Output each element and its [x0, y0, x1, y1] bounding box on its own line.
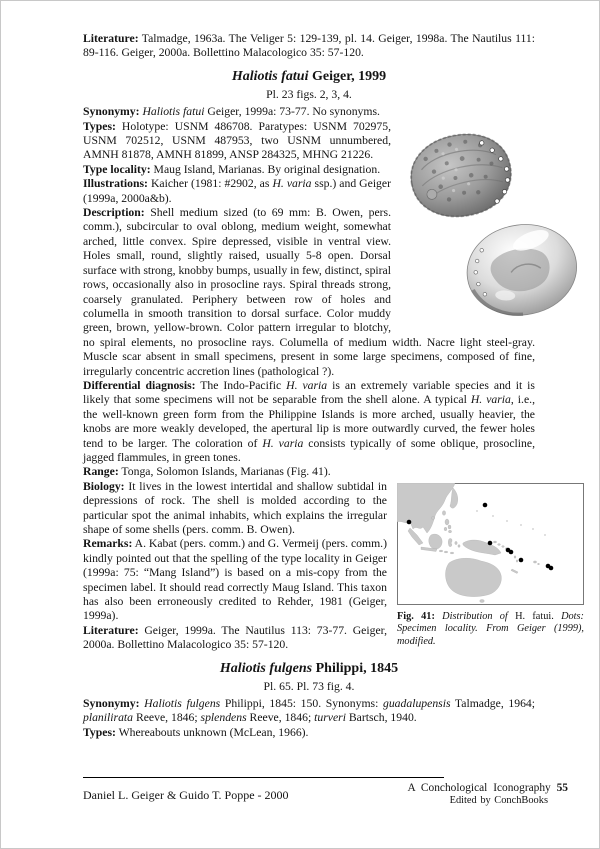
figure-shell-photos	[399, 123, 535, 319]
plate-reference-fatui: Pl. 23 figs. 2, 3, 4.	[266, 87, 352, 101]
paragraph-type-locality-fatui: Type locality: Maug Island, Marianas. By original designation.	[83, 162, 381, 176]
paragraph-illustrations-fatui: Illustrations: Kaicher (1981: #2902, as H. varia ssp.) and Geiger (1999a, 2000a&b).	[83, 177, 391, 205]
species-heading-haliotis-fulgens: Haliotis fulgens Philippi, 1845	[219, 660, 399, 676]
paragraph-differential-diagnosis-fatui: Differential diagnosis: The Indo-Pacific H. varia is an extremely variable species and it is likely that some specimens will not be separable from the shell alone. A typical H. varia, i.e., the well-known green form from the Philippine Islands is more arched, usually heavier, the knobs are more weakly developed, the apertural lip is more outwardly curved, the fewer holes tend to be larger. The coloration of H. varia consists typically of some oblique, prosocline, jagged flammules, in green tones.	[83, 378, 536, 464]
paragraph-types-fatui: Types: Holotype: USNM 486708. Paratypes: USNM 702975, USNM 702512, USNM 487953, two USNM unnumbered, AMNH 81878, AMNH 81899, ANSP 284325, MHNG 21226.	[83, 119, 391, 162]
paragraph-types-fulgens: Types: Whereabouts unknown (McLean, 1966).	[83, 725, 309, 739]
paragraph-remarks-fatui: Remarks: A. Kabat (pers. comm.) and G. Vermeij (pers. comm.) kindly pointed out that the spelling of the type locality in Geiger (1999a: 75: “Mang Island”) is based on a mis-copy from the specimen label. It should read correctly Maug Island. This taxon has also been erroneously credited to Rehder, 1981 (Geiger, 1999a).	[83, 537, 387, 623]
footer-publisher: Edited by ConchBooks	[449, 795, 548, 806]
paragraph-synonymy-fulgens: Synonymy: Haliotis fulgens Philippi, 1845: 150. Synonyms: guadalupensis Talmadge, 1964; planilirata Reeve, 1846; splendens Reeve, 1846; turveri Bartsch, 1940.	[83, 697, 536, 725]
paragraph-literature-fatui: Literature: Geiger, 1999a. The Nautilus 113: 73-77. Geiger, 2000a. Bollettino Malacologico 35: 57-120.	[83, 623, 387, 652]
paragraph-literature-previous-species: Literature: Talmadge, 1963a. The Veliger 5: 129-139, pl. 14. Geiger, 1998a. The Nautilus 111: 89-116. Geiger, 2000a. Bollettino Malacologico 35: 57-120.	[83, 32, 535, 60]
footer-series	[407, 782, 568, 806]
text-column	[83, 32, 584, 740]
plate-reference-fulgens: Pl. 65. Pl. 73 fig. 4.	[263, 679, 355, 693]
paragraph-synonymy-fatui: Synonymy: Haliotis fatui Geiger, 1999a: 73-77. No synonyms.	[83, 105, 380, 119]
paragraph-description-fatui: Description: Shell medium sized (to 69 mm: B. Owen, pers. comm.), subcircular to oval oblong, medium weight, somewhat arched, little convex. Spire depressed, visible in ventral view. Holes small, round, slightly raised, usually 5-8 open. Dorsal surface with strong, knobby bumps, usually in few, distinct, spiral rows, occasionally also in prosocline rays. Spiral threads strong, coarsely granulated. Periphery between row of holes and columella in smooth transition to dorsal surface. Color muddy green, brown, yellow-brown. Color pattern irregular to blotchy, no spiral elements, no prosocline rays. Columella of medium width. Nacre light steel-gray. Muscle scar absent in small specimens, present in some large specimens, composed of fine, irregularly concentric accretion lines (pathological ?).	[83, 206, 535, 378]
shell-photos-image	[399, 123, 586, 319]
shell-dorsal-view	[405, 127, 518, 224]
footer-divider	[83, 777, 444, 778]
footer-authors: Daniel L. Geiger & Guido T. Poppe - 2000	[83, 788, 289, 802]
footer-series-title-and-page-number: A Conchological Iconography 55	[407, 782, 568, 794]
figure-caption: Fig. 41: Distribution of H. fatui. Dots: Specimen locality. From Geiger (1999), modified.	[397, 610, 584, 647]
paragraph-range-fatui: Range: Tonga, Solomon Islands, Marianas (Fig. 41).	[83, 465, 331, 479]
shell-ventral-view	[461, 217, 582, 318]
paragraph-biology-fatui: Biology: It lives in the lowest intertidal and shallow subtidal in depressions of rock. The shell is molded according to the particular spot the animal inhabits, which explains the irregular shape of some shells (pers. comm. B. Owen).	[83, 479, 387, 536]
species-heading-haliotis-fatui: Haliotis fatui Geiger, 1999	[231, 68, 387, 84]
figure-distribution-map	[397, 483, 584, 649]
distribution-map	[397, 483, 584, 605]
